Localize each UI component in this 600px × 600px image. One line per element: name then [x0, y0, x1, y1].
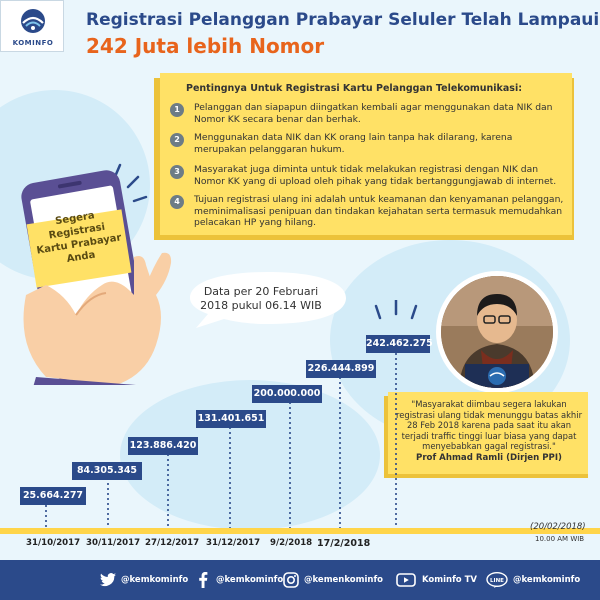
- logo-text: KOMINFO: [12, 39, 54, 47]
- timeline-value: 84.305.345: [72, 462, 142, 480]
- timeline-date: 31/10/2017: [26, 538, 81, 548]
- quote-text: "Masyarakat diimbau segera lakukan registrasi ulang tidak menunggu batas akhir 28 Feb 2018 karena pada saat itu akan terjadi traffic tinggi luar biasa yang dapat menyebabkan gagal registrasi.": [395, 399, 583, 452]
- phone-message: Segera Registrasi Kartu Prabayar Anda: [35, 210, 123, 265]
- point-number-badge: 3: [170, 165, 184, 179]
- timeline-value: 226.444.899: [306, 360, 376, 378]
- point-text: Menggunakan data NIK dan KK orang lain tanpa hak dilarang, karena merupakan pelanggaran hukum.: [194, 132, 513, 155]
- social-handle: @kemenkominfo: [304, 575, 383, 585]
- page-subtitle: 242 Juta lebih Nomor: [86, 34, 325, 58]
- quote-author: Prof Ahmad Ramli (Dirjen PPI): [416, 453, 562, 463]
- timeline-date: 30/11/2017: [86, 538, 141, 548]
- timeline-connectors: [46, 353, 396, 528]
- timeline-date: 17/2/2018: [317, 538, 371, 549]
- timeline-date: 27/12/2017: [145, 538, 200, 548]
- point-number-badge: 1: [170, 103, 184, 117]
- timeline-value: 200.000.000: [252, 385, 322, 403]
- publish-date-stamp: (20/02/2018): [530, 522, 586, 532]
- social-link-instagram[interactable]: [283, 560, 383, 600]
- data-date-line: 2018 pukul 06.14 WIB: [200, 299, 322, 312]
- twitter-icon: [100, 572, 116, 588]
- line-icon: [486, 572, 508, 588]
- instagram-icon: [283, 572, 299, 588]
- social-handle: @kemkominfo: [121, 575, 189, 585]
- timeline-date: 9/2/2018: [270, 538, 313, 548]
- timeline-baseline: [0, 528, 600, 534]
- social-footer: [0, 560, 600, 600]
- page-title: Registrasi Pelanggan Prabayar Seluler Telah Lampaui: [86, 10, 600, 30]
- timeline-value-highlight: 242.462.275: [366, 335, 430, 353]
- timeline-date: 31/12/2017: [206, 538, 261, 548]
- youtube-icon: [395, 572, 417, 588]
- social-handle: @kemkominfo: [216, 575, 284, 585]
- timeline-value: 25.664.277: [20, 487, 86, 505]
- social-link-twitter[interactable]: [100, 560, 188, 600]
- highlight-burst-icon: [376, 300, 416, 318]
- info-panel-heading: Pentingnya Untuk Registrasi Kartu Pelanggan Telekomunikasi:: [186, 83, 522, 94]
- point-number-badge: 2: [170, 133, 184, 147]
- timeline-value: 123.886.420: [128, 437, 198, 455]
- svg-text:LINE: LINE: [490, 578, 504, 584]
- social-link-youtube[interactable]: [395, 560, 477, 600]
- facebook-icon: [195, 572, 211, 588]
- data-date-line: Data per 20 Februari: [203, 285, 319, 298]
- timeline-value: 131.401.651: [196, 410, 266, 428]
- kominfo-logo: [0, 0, 64, 52]
- point-text: Tujuan registrasi ulang ini adalah untuk keamanan dan kenyamanan pelanggan, meminimalisasi penipuan dan tindakan kejahatan serta termasuk memudahkan pelacakan HP yang hilang.: [194, 194, 564, 228]
- point-number-badge: 4: [170, 195, 184, 209]
- social-handle: @kemkominfo: [513, 575, 581, 585]
- publish-time-stamp: 10.00 AM WIB: [535, 535, 585, 543]
- social-link-facebook[interactable]: [195, 560, 283, 600]
- timeline-staircase: [0, 300, 600, 550]
- social-link-line[interactable]: [486, 560, 580, 600]
- social-handle: Kominfo TV: [422, 575, 477, 585]
- info-panel: [160, 73, 572, 235]
- kominfo-logo-icon: [19, 7, 47, 35]
- point-text: Masyarakat juga diminta untuk tidak melakukan registrasi dengan NIK dan Nomor KK yang di upload oleh pihak yang tidak bertanggungjawab di internet.: [194, 164, 557, 187]
- point-text: Pelanggan dan siapapun diingatkan kembali agar menggunakan data NIK dan Nomor KK secara benar dan berhak.: [194, 102, 553, 125]
